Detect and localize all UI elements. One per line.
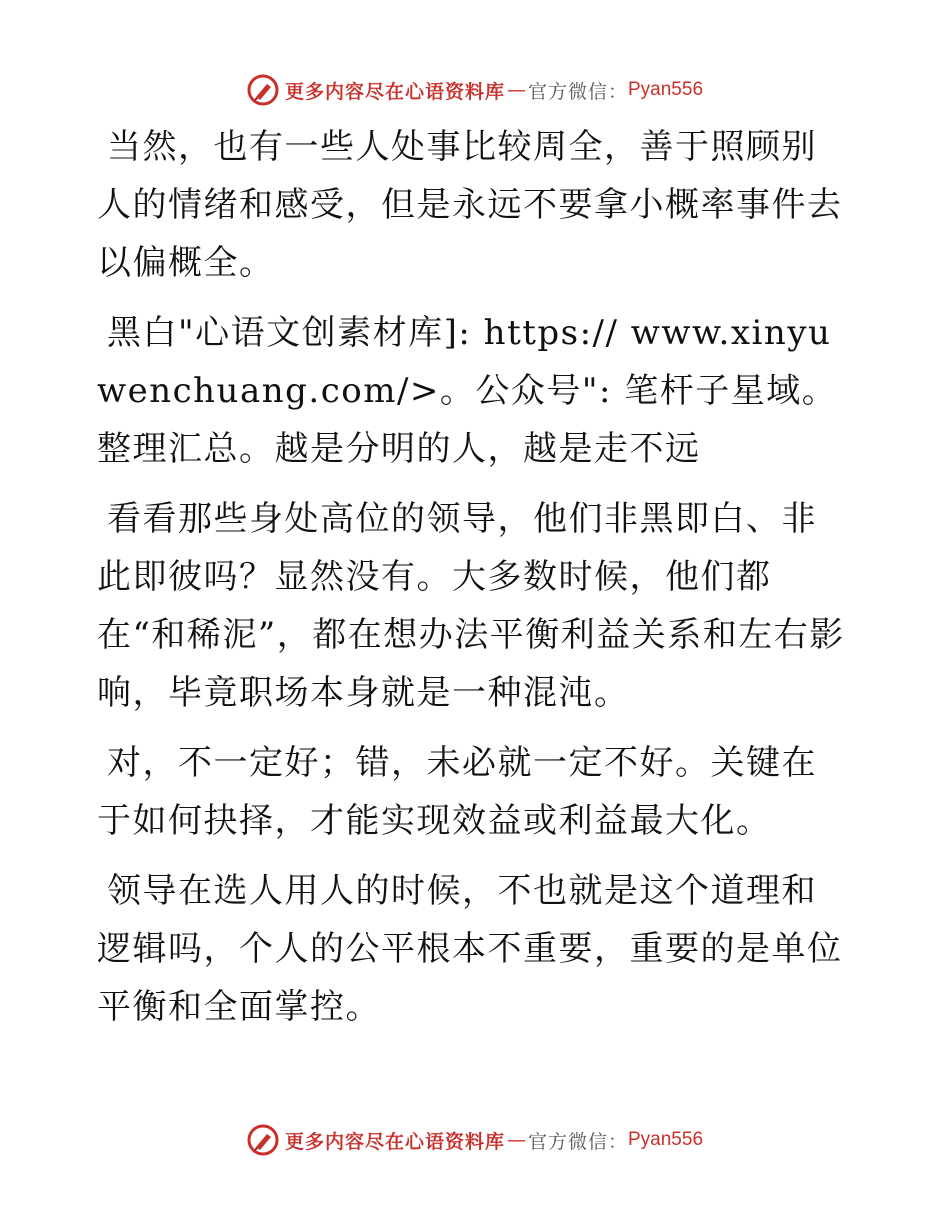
banner-main-text: 更多内容尽在心语资料库: [284, 1130, 505, 1153]
paragraph: 领导在选人用人的时候，不也就是这个道理和逻辑吗，个人的公平根本不重要，重要的是单位平衡和全面掌控。: [97, 871, 843, 1027]
footer-banner: [0, 1120, 950, 1160]
paragraph: 黑白"心语文创素材库]: https:// www.xinyuwenchuang.com/>。公众号": 笔杆子星域。整理汇总。越是分明的人，越是走不远: [97, 313, 838, 469]
banner-wechat-id: Pyan556: [628, 1129, 704, 1150]
document-body: [97, 118, 849, 1048]
paragraph: 对，不一定好；错，未必就一定不好。关键在于如何抉择，才能实现效益或利益最大化。: [97, 743, 817, 841]
banner-sub-text: 官方微信：: [527, 1130, 628, 1153]
pen-seal-icon: [247, 74, 279, 106]
banner-dash: —: [506, 1129, 526, 1151]
paragraph: 看看那些身处高位的领导，他们非黑即白、非此即彼吗？显然没有。大多数时候，他们都在“和稀泥”，都在想办法平衡利益关系和左右影响，毕竟职场本身就是一种混沌。: [97, 499, 845, 713]
banner-dash: —: [506, 79, 526, 101]
banner-main-text: 更多内容尽在心语资料库: [284, 80, 505, 103]
banner-wechat-id: Pyan556: [628, 79, 704, 100]
header-banner: [0, 70, 950, 110]
paragraph: 当然，也有一些人处事比较周全，善于照顾别人的情绪和感受，但是永远不要拿小概率事件去以偏概全。: [97, 127, 843, 283]
pen-seal-icon: [247, 1124, 279, 1156]
banner-sub-text: 官方微信：: [527, 80, 628, 103]
